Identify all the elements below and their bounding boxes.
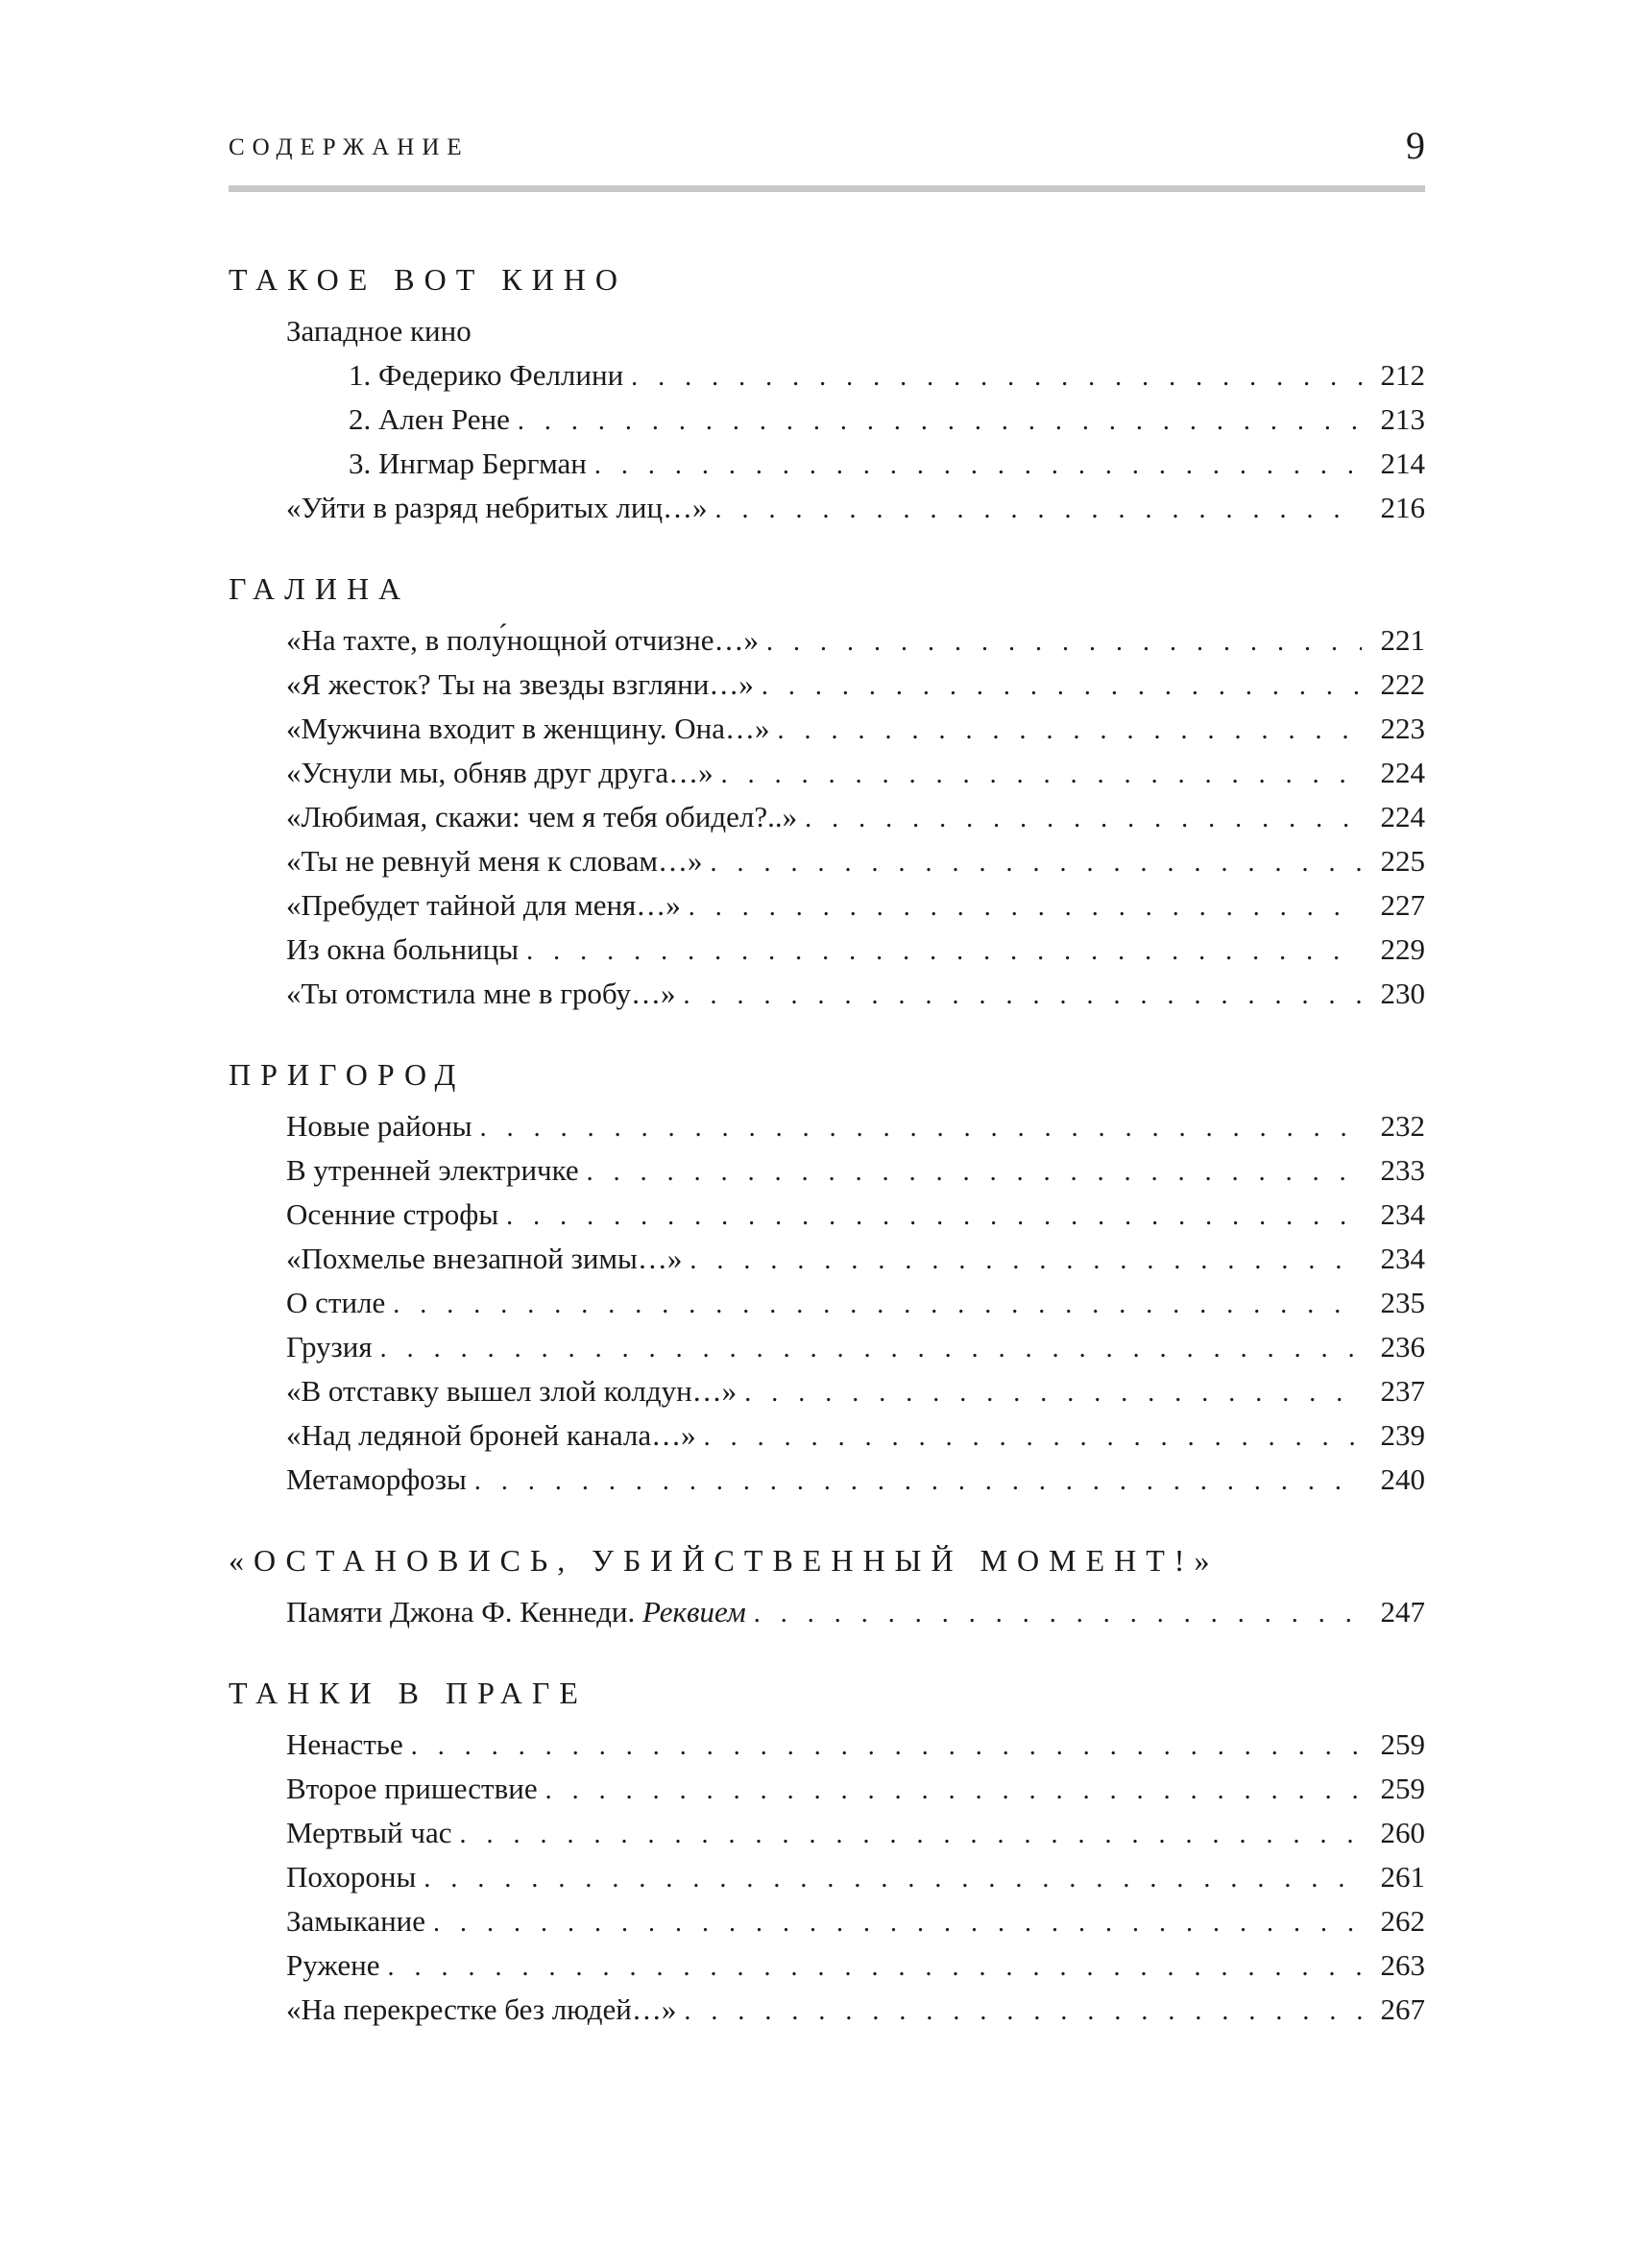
entry-title: «Уйти в разряд небритых лиц…» — [286, 491, 708, 524]
section-title: ГАЛИНА — [229, 571, 411, 606]
dot-leader — [711, 841, 1362, 885]
entry-title: 3. Ингмар Бергман — [349, 446, 587, 480]
toc-entry[interactable] — [229, 1943, 1425, 1988]
dot-leader — [777, 709, 1362, 753]
toc-entry[interactable] — [229, 751, 1425, 795]
dot-leader — [766, 620, 1362, 664]
dot-leader — [715, 488, 1362, 532]
toc-entry[interactable] — [229, 618, 1425, 663]
dot-leader — [587, 1150, 1362, 1194]
dot-leader — [805, 797, 1362, 841]
toc-entry[interactable] — [229, 795, 1425, 839]
entry-title: «Ты не ревнуй меня к словам…» — [286, 844, 703, 878]
toc-section — [229, 1538, 1425, 1634]
entry-title: «Уснули мы, обняв друг друга…» — [286, 756, 714, 789]
entry-page: 223 — [1380, 712, 1425, 745]
toc-entry[interactable] — [229, 1988, 1425, 2032]
dot-leader — [480, 1106, 1362, 1150]
entry-page: 239 — [1380, 1418, 1425, 1452]
entry-title: 1. Федерико Феллини — [349, 358, 624, 392]
toc-entry[interactable] — [229, 1104, 1425, 1148]
entry-page: 222 — [1380, 667, 1425, 701]
toc-entry[interactable] — [229, 1590, 1425, 1634]
toc-entry[interactable] — [229, 1237, 1425, 1281]
section-title: ТАНКИ В ПРАГЕ — [229, 1676, 588, 1710]
entry-title: Осенние строфы — [286, 1197, 499, 1231]
dot-leader — [393, 1283, 1362, 1327]
entry-title: О стиле — [286, 1286, 386, 1319]
toc-entry[interactable] — [229, 353, 1425, 398]
entry-page: 212 — [1380, 358, 1425, 392]
dot-leader — [423, 1857, 1362, 1901]
entry-title: Новые районы — [286, 1109, 472, 1143]
entry-page: 235 — [1380, 1286, 1425, 1319]
entry-page: 267 — [1380, 1992, 1425, 2026]
entry-page: 261 — [1380, 1860, 1425, 1894]
toc-entry[interactable] — [229, 1811, 1425, 1855]
entry-title: Замыкание — [286, 1904, 426, 1938]
entry-page: 224 — [1380, 800, 1425, 833]
toc-entry[interactable] — [229, 1855, 1425, 1899]
entry-page: 224 — [1380, 756, 1425, 789]
entry-title: «Я жесток? Ты на звезды взгляни…» — [286, 667, 754, 701]
entry-title: «На перекрестке без людей…» — [286, 1992, 677, 2026]
toc-entry[interactable] — [229, 442, 1425, 486]
entry-page: 234 — [1380, 1197, 1425, 1231]
entry-title: «На тахте, в полу́нощной отчизне…» — [286, 623, 759, 657]
entry-title: В утренней электричке — [286, 1153, 579, 1187]
entry-title: «Мужчина входит в женщину. Она…» — [286, 712, 770, 745]
entry-title: «Над ледяной броней канала…» — [286, 1418, 696, 1452]
toc-section — [229, 567, 1425, 1016]
dot-leader — [526, 929, 1362, 974]
entry-title: 2. Ален Рене — [349, 402, 510, 436]
entry-page: 213 — [1380, 402, 1425, 436]
entry-title: Ружене — [286, 1948, 380, 1982]
running-title: СОДЕРЖАНИЕ — [229, 134, 470, 160]
toc-entry[interactable] — [229, 398, 1425, 442]
toc-section — [229, 1671, 1425, 2032]
dot-leader — [762, 664, 1362, 709]
dot-leader — [744, 1371, 1362, 1415]
entry-title-main: Памяти Джона Ф. Кеннеди. — [286, 1595, 636, 1629]
entry-title: Метаморфозы — [286, 1462, 467, 1496]
section-title: «ОСТАНОВИСЬ, УБИЙСТВЕННЫЙ МОМЕНТ!» — [229, 1543, 1220, 1578]
entry-page: 240 — [1380, 1462, 1425, 1496]
entry-title: Мертвый час — [286, 1816, 452, 1849]
entry-title: Второе пришествие — [286, 1772, 538, 1805]
subgroup-label: Западное кино — [286, 314, 472, 348]
toc-entry[interactable] — [229, 928, 1425, 972]
dot-leader — [387, 1945, 1362, 1990]
entry-title: Из окна больницы — [286, 932, 520, 966]
dot-leader — [684, 974, 1362, 1018]
entry-page: 214 — [1380, 446, 1425, 480]
entry-page: 216 — [1380, 491, 1425, 524]
entry-page: 259 — [1380, 1772, 1425, 1805]
entry-page: 225 — [1380, 844, 1425, 878]
dot-leader — [380, 1327, 1362, 1371]
entry-page: 229 — [1380, 932, 1425, 966]
entry-title: Похороны — [286, 1860, 417, 1894]
dot-leader — [721, 753, 1362, 797]
entry-page: 234 — [1380, 1242, 1425, 1275]
entry-page: 227 — [1380, 888, 1425, 922]
toc-entry[interactable] — [229, 1458, 1425, 1502]
toc-entry[interactable] — [229, 1413, 1425, 1458]
dot-leader — [704, 1415, 1362, 1460]
entry-page: 263 — [1380, 1948, 1425, 1982]
toc — [229, 257, 1425, 2068]
running-head — [229, 123, 1425, 181]
page-number: 9 — [1406, 124, 1425, 167]
toc-entry[interactable] — [229, 486, 1425, 530]
entry-title: «В отставку вышел злой колдун…» — [286, 1374, 738, 1408]
dot-leader — [474, 1460, 1362, 1504]
toc-entry[interactable] — [229, 883, 1425, 928]
toc-entry[interactable] — [229, 663, 1425, 707]
entry-page: 232 — [1380, 1109, 1425, 1143]
dot-leader — [684, 1990, 1362, 2034]
entry-page: 262 — [1380, 1904, 1425, 1938]
entry-page: 230 — [1380, 977, 1425, 1010]
dot-leader — [631, 355, 1362, 399]
entry-title: Грузия — [286, 1330, 373, 1363]
toc-entry[interactable] — [229, 1723, 1425, 1767]
section-title: ТАКОЕ ВОТ КИНО — [229, 262, 627, 297]
toc-entry[interactable] — [229, 839, 1425, 883]
entry-title — [286, 1590, 754, 1634]
dot-leader — [545, 1769, 1362, 1813]
dot-leader — [506, 1194, 1362, 1239]
dot-leader — [518, 399, 1362, 444]
toc-section — [229, 257, 1425, 530]
toc-entry[interactable] — [229, 1281, 1425, 1325]
dot-leader — [433, 1901, 1362, 1945]
section-title: ПРИГОРОД — [229, 1057, 466, 1092]
entry-page: 237 — [1380, 1374, 1425, 1408]
entry-page: 259 — [1380, 1727, 1425, 1761]
entry-page: 247 — [1380, 1595, 1425, 1629]
entry-page: 236 — [1380, 1330, 1425, 1363]
entry-title: «Любимая, скажи: чем я тебя обидел?..» — [286, 800, 798, 833]
toc-section — [229, 1052, 1425, 1502]
dot-leader — [754, 1592, 1362, 1636]
toc-entry[interactable] — [229, 1193, 1425, 1237]
entry-page: 260 — [1380, 1816, 1425, 1849]
toc-entry[interactable] — [229, 1148, 1425, 1193]
header-rule — [229, 185, 1425, 192]
toc-entry[interactable] — [229, 1899, 1425, 1943]
dot-leader — [594, 444, 1362, 488]
entry-title: «Пребудет тайной для меня…» — [286, 888, 681, 922]
entry-title-italic: Реквием — [641, 1595, 746, 1629]
toc-entry[interactable] — [229, 972, 1425, 1016]
dot-leader — [689, 885, 1362, 929]
entry-page: 221 — [1380, 623, 1425, 657]
dot-leader — [459, 1813, 1362, 1857]
dot-leader — [411, 1725, 1362, 1769]
toc-entry[interactable] — [229, 1325, 1425, 1369]
entry-title: Ненастье — [286, 1727, 403, 1761]
entry-title: «Похмелье внезапной зимы…» — [286, 1242, 683, 1275]
toc-entry[interactable] — [229, 707, 1425, 751]
dot-leader — [689, 1239, 1362, 1283]
toc-entry[interactable] — [229, 1767, 1425, 1811]
entry-title: «Ты отомстила мне в гробу…» — [286, 977, 676, 1010]
entry-page: 233 — [1380, 1153, 1425, 1187]
toc-entry[interactable] — [229, 1369, 1425, 1413]
